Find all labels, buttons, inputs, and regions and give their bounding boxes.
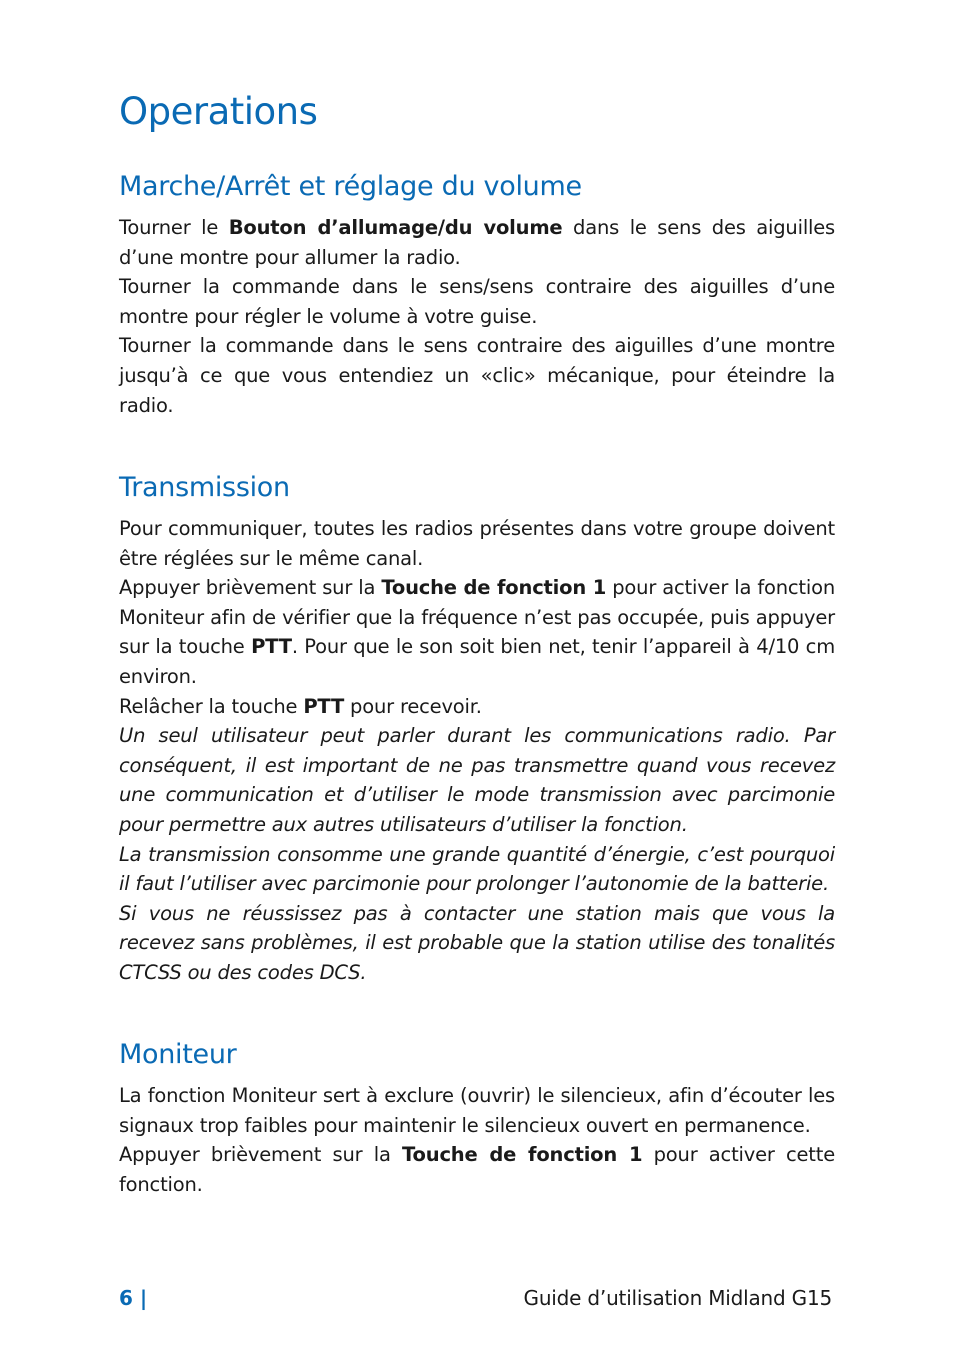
footer-guide-title: Guide d’utilisation Midland G15 (523, 1286, 832, 1310)
paragraph-note-battery: La transmission consomme une grande quantité d’énergie, c’est pourquoi il faut l’utiliser avec parcimonie pour prolonger l’autonomie de la batterie. (119, 842, 835, 896)
paragraph-monitor-function: La fonction Moniteur sert à exclure (ouvrir) le silencieux, afin d’écouter les signaux trop faibles pour maintenir le silencieux ouvert en permanence. (119, 1084, 835, 1137)
section-heading-volume: Marche/Arrêt et réglage du volume (119, 171, 582, 202)
paragraph-monitor-then-ptt: Appuyer brièvement sur la Touche de fonction 1 pour activer la fonction Moniteur afin de vérifier que la fréquence n’est pas occupée, puis appuyer sur la touche PTT. Pour que le son soit bien net, tenir l’appareil à 4/10 cm environ. (119, 576, 835, 688)
paragraph-adjust-volume: Tourner la commande dans le sens/sens contraire des aiguilles d’une montre pour régler le volume à votre guise. (119, 275, 835, 328)
paragraph-release-ptt: Relâcher la touche PTT pour recevoir. (119, 694, 482, 718)
section-moniteur (119, 1035, 835, 1199)
footer-page-number: 6 | (119, 1286, 148, 1310)
paragraph-power-off: Tourner la commande dans le sens contraire des aiguilles d’une montre jusqu’à ce que vous entendiez un «clic» mécanique, pour éteindre la radio. (119, 334, 835, 417)
paragraph-same-channel: Pour communiquer, toutes les radios présentes dans votre groupe doivent être réglées sur le même canal. (119, 517, 835, 570)
paragraph-power-on: Tourner le Bouton d’allumage/du volume dans le sens des aiguilles d’une montre pour allumer la radio. (119, 216, 836, 269)
section-transmission (119, 468, 835, 988)
paragraph-note-ctcss-dcs: Si vous ne réussissez pas à contacter une station mais que vous la recevez sans problèmes, il est probable que la station utilise des tonalités CTCSS ou des codes DCS. (119, 901, 835, 984)
paragraph-activate-monitor: Appuyer brièvement sur la Touche de fonction 1 pour activer cette fonction. (119, 1143, 835, 1196)
section-volume (119, 167, 835, 420)
section-heading-moniteur: Moniteur (119, 1039, 237, 1070)
paragraph-note-one-speaker: Un seul utilisateur peut parler durant les communications radio. Par conséquent, il est important de ne pas transmettre quand vous recevez une communication et d’utiliser le mode transmission avec parcimonie pour permettre aux autres utilisateurs d’utiliser la fonction. (119, 724, 835, 836)
page-title: Operations (119, 90, 318, 133)
section-heading-transmission: Transmission (119, 472, 290, 503)
